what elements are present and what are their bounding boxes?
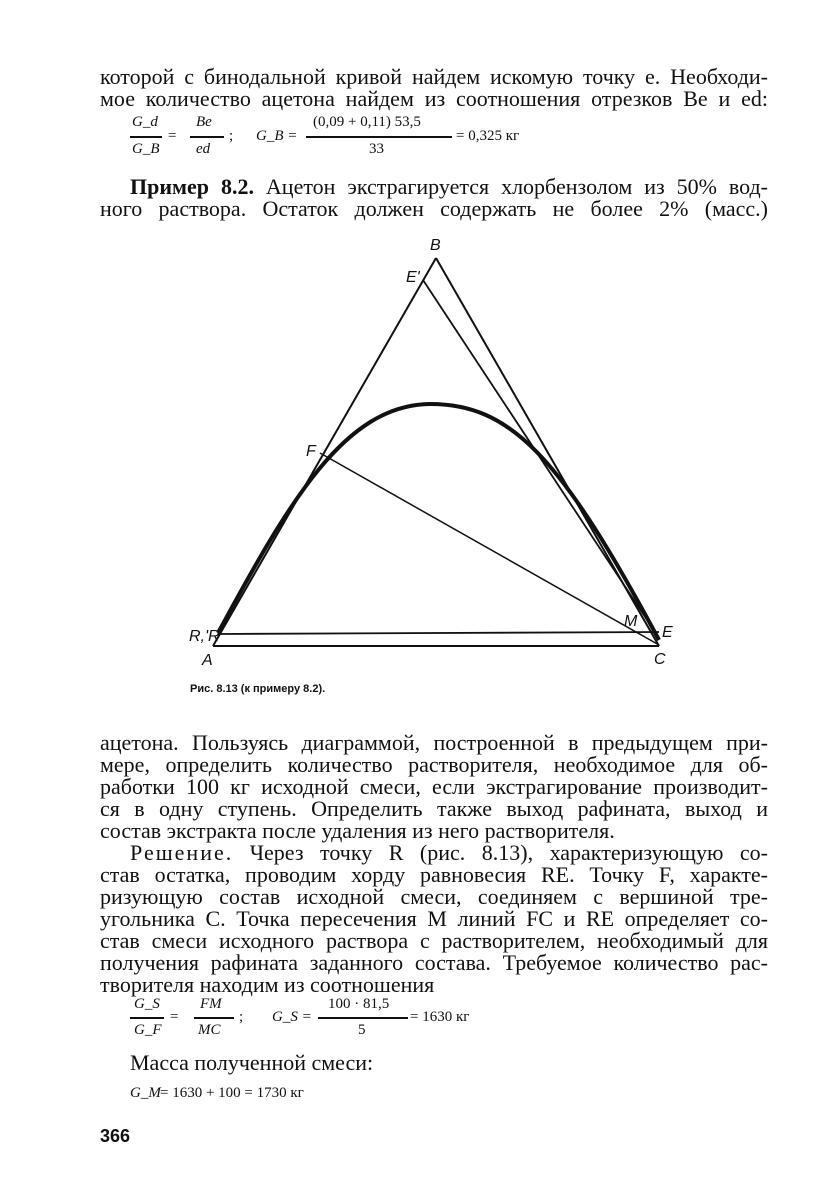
text-line: работки 100 кг исходной смеси, если экстрагирование производит- <box>100 774 768 799</box>
text-line: ризующую состав исходной смеси, соединяем с вершиной тре- <box>100 884 768 909</box>
eq1-result: = 0,325 кг <box>456 128 520 144</box>
eq1-frac-a-num: G_d <box>132 114 158 130</box>
eq3-lhs: G_M <box>130 1085 161 1101</box>
eq1-frac-c-den: 33 <box>369 141 384 157</box>
eq1-frac-b-den: ed <box>196 141 211 157</box>
eq2-frac-a-num: G_S <box>134 996 160 1012</box>
label-f: F <box>306 443 316 460</box>
paragraph-2 <box>100 732 768 842</box>
text-line: угольника C. Точка пересечения M линий FC и RE определяет со- <box>100 906 768 931</box>
label-b: B <box>430 237 441 254</box>
eq2-frac-b-num: FM <box>200 996 222 1012</box>
figure-caption: Рис. 8.13 (к примеру 8.2). <box>190 683 326 695</box>
text-line: Масса полученной смеси: <box>130 1050 374 1075</box>
text-line: мое количество ацетона найдем из соотношения отрезков Be и ed: <box>100 86 768 111</box>
text-line: мере, определить количество растворителя, необходимое для об- <box>100 752 768 777</box>
solution-text: Через точку R (рис. 8.13), характеризующую со- <box>249 840 768 865</box>
eq1-frac-b-num: Be <box>196 114 212 130</box>
eq1-frac-c-num: (0,09 + 0,11) 53,5 <box>313 114 421 130</box>
eq2-frac-b-den: MC <box>198 1022 221 1038</box>
solution-label: Решение. <box>130 840 234 865</box>
triangle-side-ab <box>213 258 436 646</box>
eq1-frac-a-den: G_B <box>132 141 160 157</box>
example-text: Ацетон экстрагируется хлорбензолом из 50% вод- <box>265 174 769 199</box>
text-line: ся в одну ступень. Определить также выход рафината, выход и <box>100 796 768 821</box>
solution-line-1 <box>100 842 768 864</box>
eq2-result: = 1630 кг <box>410 1009 470 1025</box>
eq2-separator: ; <box>239 1009 244 1025</box>
eq1-equals-sign: = <box>168 128 177 144</box>
label-m: M <box>624 613 638 630</box>
label-c: C <box>654 651 666 668</box>
text-line: ацетона. Пользуясь диаграммой, построенной в предыдущем при- <box>100 730 768 755</box>
text-line: состав экстракта после удаления из него растворителя. <box>100 818 615 843</box>
label-e: E <box>662 624 673 641</box>
eq1-lhs: G_B = <box>256 128 298 144</box>
solution-paragraph <box>100 842 768 996</box>
eq2-frac-c-den: 5 <box>358 1022 366 1038</box>
label-r-r: R,'R <box>189 628 220 645</box>
text-line: получения рафината заданного состава. Требуемое количество рас- <box>100 950 768 975</box>
eq2-frac-a-den: G_F <box>134 1022 162 1038</box>
text-line: став остатка, проводим хорду равновесия RE. Точку F, характе- <box>100 862 768 887</box>
tie-line-re <box>218 632 659 634</box>
mass-line <box>130 1052 530 1074</box>
line-e-prime-e <box>423 280 659 638</box>
text-line: ного раствора. Остаток должен содержать не более 2% (масс.) <box>100 196 768 221</box>
eq3-rhs: = 1630 + 100 = 1730 кг <box>160 1085 304 1101</box>
eq2-lhs: G_S = <box>272 1009 312 1025</box>
eq2-equals-sign: = <box>170 1009 179 1025</box>
example-label: Пример 8.2. <box>130 174 254 199</box>
text-line: став смеси исходного раствора с растворителем, необходимый для <box>100 928 768 953</box>
label-e-prime: E' <box>406 269 420 286</box>
eq1-separator: ; <box>229 128 234 144</box>
text-line: творителя находим из соотношения <box>100 972 435 997</box>
text-line: которой с бинодальной кривой найдем искомую точку e. Необходи- <box>100 64 768 89</box>
eq2-frac-c-num: 100 · 81,5 <box>328 996 390 1012</box>
label-a: A <box>202 652 213 669</box>
page-number: 366 <box>100 1126 131 1146</box>
